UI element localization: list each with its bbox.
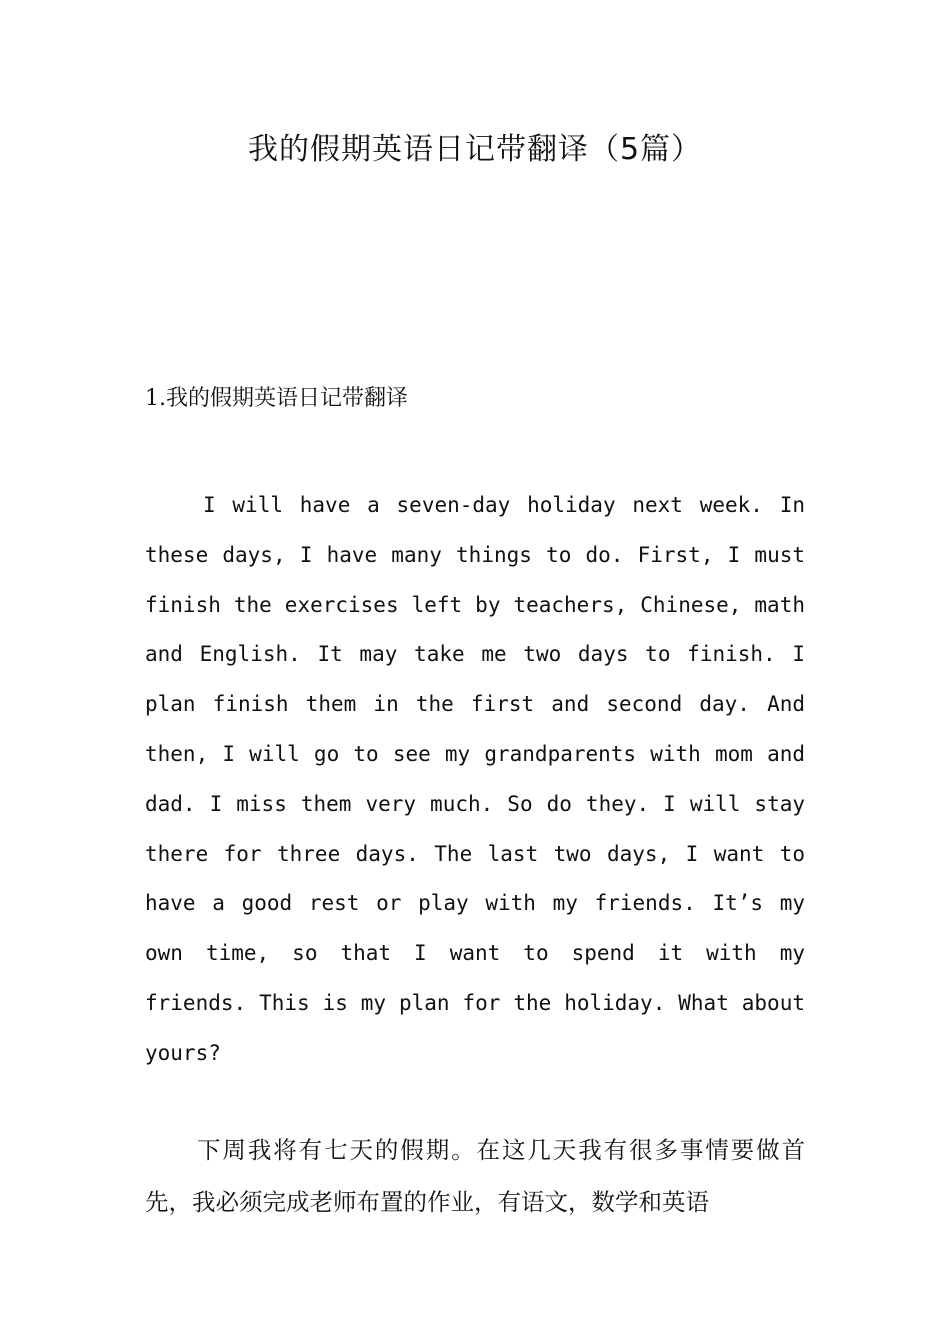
chinese-paragraph: 下周我将有七天的假期。在这几天我有很多事情要做首先，我必须完成老师布置的作业，有语文，数学和英语 bbox=[145, 1136, 805, 1216]
document-title: 我的假期英语日记带翻译（5篇） bbox=[247, 132, 703, 167]
section-heading: 1.我的假期英语日记带翻译 bbox=[145, 386, 408, 411]
english-paragraph: I will have a seven-day holiday next week. In these days, I have many things to do. First, I must finish the exercises left by teachers, Chinese, math and English. It may take me two days to finish. I plan finish them in the first and second day. And then, I will go to see my grandparents with mom and dad. I miss them very much. So do they. I will stay there for three days. The last two days, I want to have a good rest or play with my friends. It’s my own time, so that I want to spend it with my friends. This is my plan for the holiday. What about yours? bbox=[145, 493, 805, 1065]
